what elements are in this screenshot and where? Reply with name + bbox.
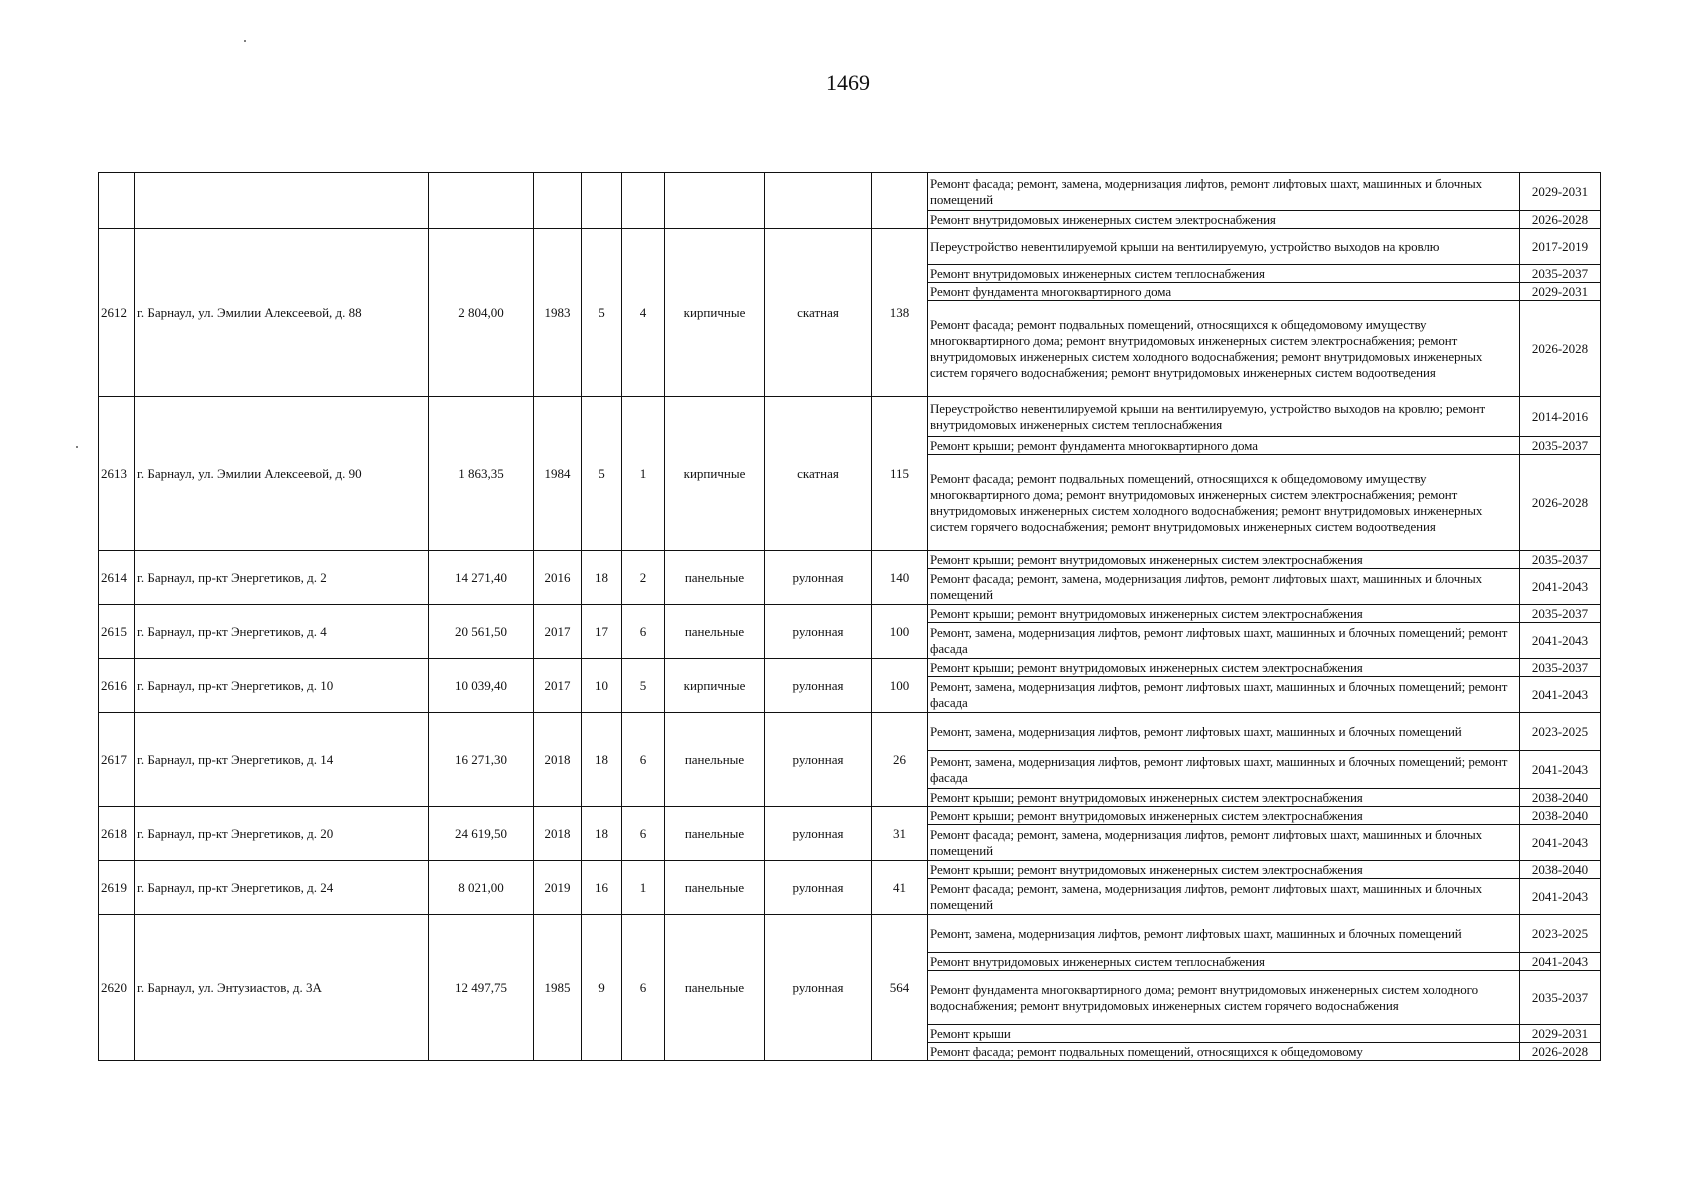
work-period: 2041-2043 — [1520, 677, 1601, 713]
work-description: Ремонт внутридомовых инженерных систем теплоснабжения — [928, 265, 1520, 283]
work-period: 2041-2043 — [1520, 751, 1601, 789]
work-period: 2038-2040 — [1520, 861, 1601, 879]
floor-count: 18 — [582, 713, 622, 807]
house-area: 2 804,00 — [429, 229, 534, 397]
work-period: 2041-2043 — [1520, 879, 1601, 915]
table-row — [99, 605, 1601, 623]
table-row — [99, 659, 1601, 677]
build-year: 2017 — [534, 659, 582, 713]
row-number: 2612 — [99, 229, 135, 397]
row-number: 2614 — [99, 551, 135, 605]
scan-speck — [76, 446, 78, 448]
row-number: 2616 — [99, 659, 135, 713]
entrance-count: 4 — [622, 229, 665, 397]
work-period: 2035-2037 — [1520, 659, 1601, 677]
apartment-count: 26 — [872, 713, 928, 807]
wall-material: кирпичные — [665, 659, 765, 713]
build-year: 1984 — [534, 397, 582, 551]
wall-material: панельные — [665, 915, 765, 1061]
work-period: 2038-2040 — [1520, 807, 1601, 825]
scan-speck — [244, 40, 246, 42]
house-address: г. Барнаул, пр-кт Энергетиков, д. 4 — [135, 605, 429, 659]
empty-cell — [622, 173, 665, 229]
apartment-count: 31 — [872, 807, 928, 861]
work-description: Ремонт, замена, модернизация лифтов, ремонт лифтовых шахт, машинных и блочных помещений — [928, 915, 1520, 953]
work-period: 2029-2031 — [1520, 1025, 1601, 1043]
work-period: 2029-2031 — [1520, 173, 1601, 211]
row-number: 2620 — [99, 915, 135, 1061]
floor-count: 5 — [582, 397, 622, 551]
work-period: 2035-2037 — [1520, 265, 1601, 283]
house-area: 8 021,00 — [429, 861, 534, 915]
work-description: Ремонт крыши; ремонт внутридомовых инженерных систем электроснабжения — [928, 551, 1520, 569]
work-period: 2038-2040 — [1520, 789, 1601, 807]
roof-type: рулонная — [765, 551, 872, 605]
work-period: 2023-2025 — [1520, 713, 1601, 751]
floor-count: 16 — [582, 861, 622, 915]
build-year: 2019 — [534, 861, 582, 915]
apartment-count: 140 — [872, 551, 928, 605]
roof-type: рулонная — [765, 605, 872, 659]
work-description: Ремонт, замена, модернизация лифтов, ремонт лифтовых шахт, машинных и блочных помещений; ремонт фасада — [928, 677, 1520, 713]
floor-count: 18 — [582, 807, 622, 861]
row-number: 2617 — [99, 713, 135, 807]
build-year: 2018 — [534, 713, 582, 807]
work-description: Ремонт внутридомовых инженерных систем электроснабжения — [928, 211, 1520, 229]
table-row — [99, 807, 1601, 825]
work-period: 2023-2025 — [1520, 915, 1601, 953]
wall-material: панельные — [665, 551, 765, 605]
entrance-count: 1 — [622, 861, 665, 915]
house-area: 14 271,40 — [429, 551, 534, 605]
entrance-count: 5 — [622, 659, 665, 713]
wall-material: панельные — [665, 605, 765, 659]
work-period: 2035-2037 — [1520, 971, 1601, 1025]
roof-type: рулонная — [765, 807, 872, 861]
work-description: Ремонт крыши; ремонт фундамента многоквартирного дома — [928, 437, 1520, 455]
table-row — [99, 173, 1601, 211]
entrance-count: 6 — [622, 915, 665, 1061]
work-description: Ремонт крыши — [928, 1025, 1520, 1043]
work-description: Ремонт крыши; ремонт внутридомовых инженерных систем электроснабжения — [928, 605, 1520, 623]
floor-count: 10 — [582, 659, 622, 713]
work-description: Ремонт внутридомовых инженерных систем теплоснабжения — [928, 953, 1520, 971]
roof-type: рулонная — [765, 713, 872, 807]
work-description: Ремонт крыши; ремонт внутридомовых инженерных систем электроснабжения — [928, 861, 1520, 879]
work-period: 2017-2019 — [1520, 229, 1601, 265]
work-description: Ремонт, замена, модернизация лифтов, ремонт лифтовых шахт, машинных и блочных помещений — [928, 713, 1520, 751]
house-address: г. Барнаул, пр-кт Энергетиков, д. 24 — [135, 861, 429, 915]
page-number: 1469 — [826, 70, 870, 95]
work-description: Ремонт, замена, модернизация лифтов, ремонт лифтовых шахт, машинных и блочных помещений; ремонт фасада — [928, 623, 1520, 659]
roof-type: скатная — [765, 229, 872, 397]
work-period: 2041-2043 — [1520, 569, 1601, 605]
table-row — [99, 229, 1601, 265]
floor-count: 17 — [582, 605, 622, 659]
empty-cell — [765, 173, 872, 229]
work-description: Ремонт крыши; ремонт внутридомовых инженерных систем электроснабжения — [928, 659, 1520, 677]
build-year: 2017 — [534, 605, 582, 659]
house-address: г. Барнаул, ул. Энтузиастов, д. 3А — [135, 915, 429, 1061]
wall-material: кирпичные — [665, 397, 765, 551]
roof-type: рулонная — [765, 659, 872, 713]
empty-cell — [534, 173, 582, 229]
apartment-count: 138 — [872, 229, 928, 397]
entrance-count: 6 — [622, 605, 665, 659]
work-period: 2026-2028 — [1520, 301, 1601, 397]
empty-cell — [872, 173, 928, 229]
work-period: 2026-2028 — [1520, 1043, 1601, 1061]
work-period: 2029-2031 — [1520, 283, 1601, 301]
house-area: 1 863,35 — [429, 397, 534, 551]
wall-material: панельные — [665, 861, 765, 915]
house-address: г. Барнаул, пр-кт Энергетиков, д. 2 — [135, 551, 429, 605]
work-period: 2041-2043 — [1520, 825, 1601, 861]
build-year: 2016 — [534, 551, 582, 605]
wall-material: панельные — [665, 807, 765, 861]
table-row — [99, 915, 1601, 953]
empty-cell — [429, 173, 534, 229]
floor-count: 18 — [582, 551, 622, 605]
work-description: Ремонт фасада; ремонт подвальных помещений, относящихся к общедомовому имуществу многоквартирного дома; ремонт внутридомовых инженерных систем электроснабжения; ремонт внутридомовых инженерных систем холодного водоснабжения; ремонт внутридомовых инженерных систем горячего водоснабжения; ремонт внутридомовых инженерных систем водоотведения — [928, 301, 1520, 397]
work-period: 2026-2028 — [1520, 211, 1601, 229]
apartment-count: 115 — [872, 397, 928, 551]
houses-table — [98, 172, 1601, 1061]
apartment-count: 564 — [872, 915, 928, 1061]
work-description: Ремонт фасада; ремонт, замена, модернизация лифтов, ремонт лифтовых шахт, машинных и блочных помещений — [928, 879, 1520, 915]
work-description: Переустройство невентилируемой крыши на вентилируемую, устройство выходов на кровлю; ремонт внутридомовых инженерных систем теплоснабжения — [928, 397, 1520, 437]
entrance-count: 6 — [622, 713, 665, 807]
table-row — [99, 397, 1601, 437]
roof-type: скатная — [765, 397, 872, 551]
work-description: Ремонт фасада; ремонт подвальных помещений, относящихся к общедомовому имуществу многоквартирного дома; ремонт внутридомовых инженерных систем электроснабжения; ремонт внутридомовых инженерных систем холодного водоснабжения; ремонт внутридомовых инженерных систем горячего водоснабжения; ремонт внутридомовых инженерных систем водоотведения — [928, 455, 1520, 551]
work-description: Ремонт фасада; ремонт, замена, модернизация лифтов, ремонт лифтовых шахт, машинных и блочных помещений — [928, 825, 1520, 861]
entrance-count: 6 — [622, 807, 665, 861]
apartment-count: 100 — [872, 605, 928, 659]
roof-type: рулонная — [765, 915, 872, 1061]
work-period: 2035-2037 — [1520, 551, 1601, 569]
build-year: 1983 — [534, 229, 582, 397]
work-period: 2035-2037 — [1520, 605, 1601, 623]
wall-material: кирпичные — [665, 229, 765, 397]
work-description: Переустройство невентилируемой крыши на вентилируемую, устройство выходов на кровлю — [928, 229, 1520, 265]
house-area: 12 497,75 — [429, 915, 534, 1061]
house-area: 10 039,40 — [429, 659, 534, 713]
house-area: 20 561,50 — [429, 605, 534, 659]
house-address: г. Барнаул, пр-кт Энергетиков, д. 14 — [135, 713, 429, 807]
table-row — [99, 713, 1601, 751]
table-row — [99, 861, 1601, 879]
entrance-count: 1 — [622, 397, 665, 551]
empty-cell — [665, 173, 765, 229]
house-area: 24 619,50 — [429, 807, 534, 861]
wall-material: панельные — [665, 713, 765, 807]
house-address: г. Барнаул, ул. Эмилии Алексеевой, д. 90 — [135, 397, 429, 551]
work-period: 2014-2016 — [1520, 397, 1601, 437]
roof-type: рулонная — [765, 861, 872, 915]
work-description: Ремонт фундамента многоквартирного дома — [928, 283, 1520, 301]
build-year: 2018 — [534, 807, 582, 861]
entrance-count: 2 — [622, 551, 665, 605]
apartment-count: 41 — [872, 861, 928, 915]
empty-cell — [582, 173, 622, 229]
work-description: Ремонт фасада; ремонт, замена, модернизация лифтов, ремонт лифтовых шахт, машинных и блочных помещений — [928, 173, 1520, 211]
work-period: 2041-2043 — [1520, 623, 1601, 659]
apartment-count: 100 — [872, 659, 928, 713]
floor-count: 5 — [582, 229, 622, 397]
house-address: г. Барнаул, ул. Эмилии Алексеевой, д. 88 — [135, 229, 429, 397]
work-period: 2026-2028 — [1520, 455, 1601, 551]
work-period: 2041-2043 — [1520, 953, 1601, 971]
work-description: Ремонт, замена, модернизация лифтов, ремонт лифтовых шахт, машинных и блочных помещений; ремонт фасада — [928, 751, 1520, 789]
empty-cell — [135, 173, 429, 229]
table-row — [99, 551, 1601, 569]
build-year: 1985 — [534, 915, 582, 1061]
floor-count: 9 — [582, 915, 622, 1061]
work-description: Ремонт фасада; ремонт подвальных помещений, относящихся к общедомовому — [928, 1043, 1520, 1061]
row-number: 2619 — [99, 861, 135, 915]
work-period: 2035-2037 — [1520, 437, 1601, 455]
work-description: Ремонт фасада; ремонт, замена, модернизация лифтов, ремонт лифтовых шахт, машинных и блочных помещений — [928, 569, 1520, 605]
work-description: Ремонт фундамента многоквартирного дома; ремонт внутридомовых инженерных систем холодного водоснабжения; ремонт внутридомовых инженерных систем горячего водоснабжения — [928, 971, 1520, 1025]
work-description: Ремонт крыши; ремонт внутридомовых инженерных систем электроснабжения — [928, 789, 1520, 807]
row-number: 2613 — [99, 397, 135, 551]
row-number: 2618 — [99, 807, 135, 861]
work-description: Ремонт крыши; ремонт внутридомовых инженерных систем электроснабжения — [928, 807, 1520, 825]
empty-cell — [99, 173, 135, 229]
house-address: г. Барнаул, пр-кт Энергетиков, д. 10 — [135, 659, 429, 713]
house-address: г. Барнаул, пр-кт Энергетиков, д. 20 — [135, 807, 429, 861]
house-area: 16 271,30 — [429, 713, 534, 807]
row-number: 2615 — [99, 605, 135, 659]
